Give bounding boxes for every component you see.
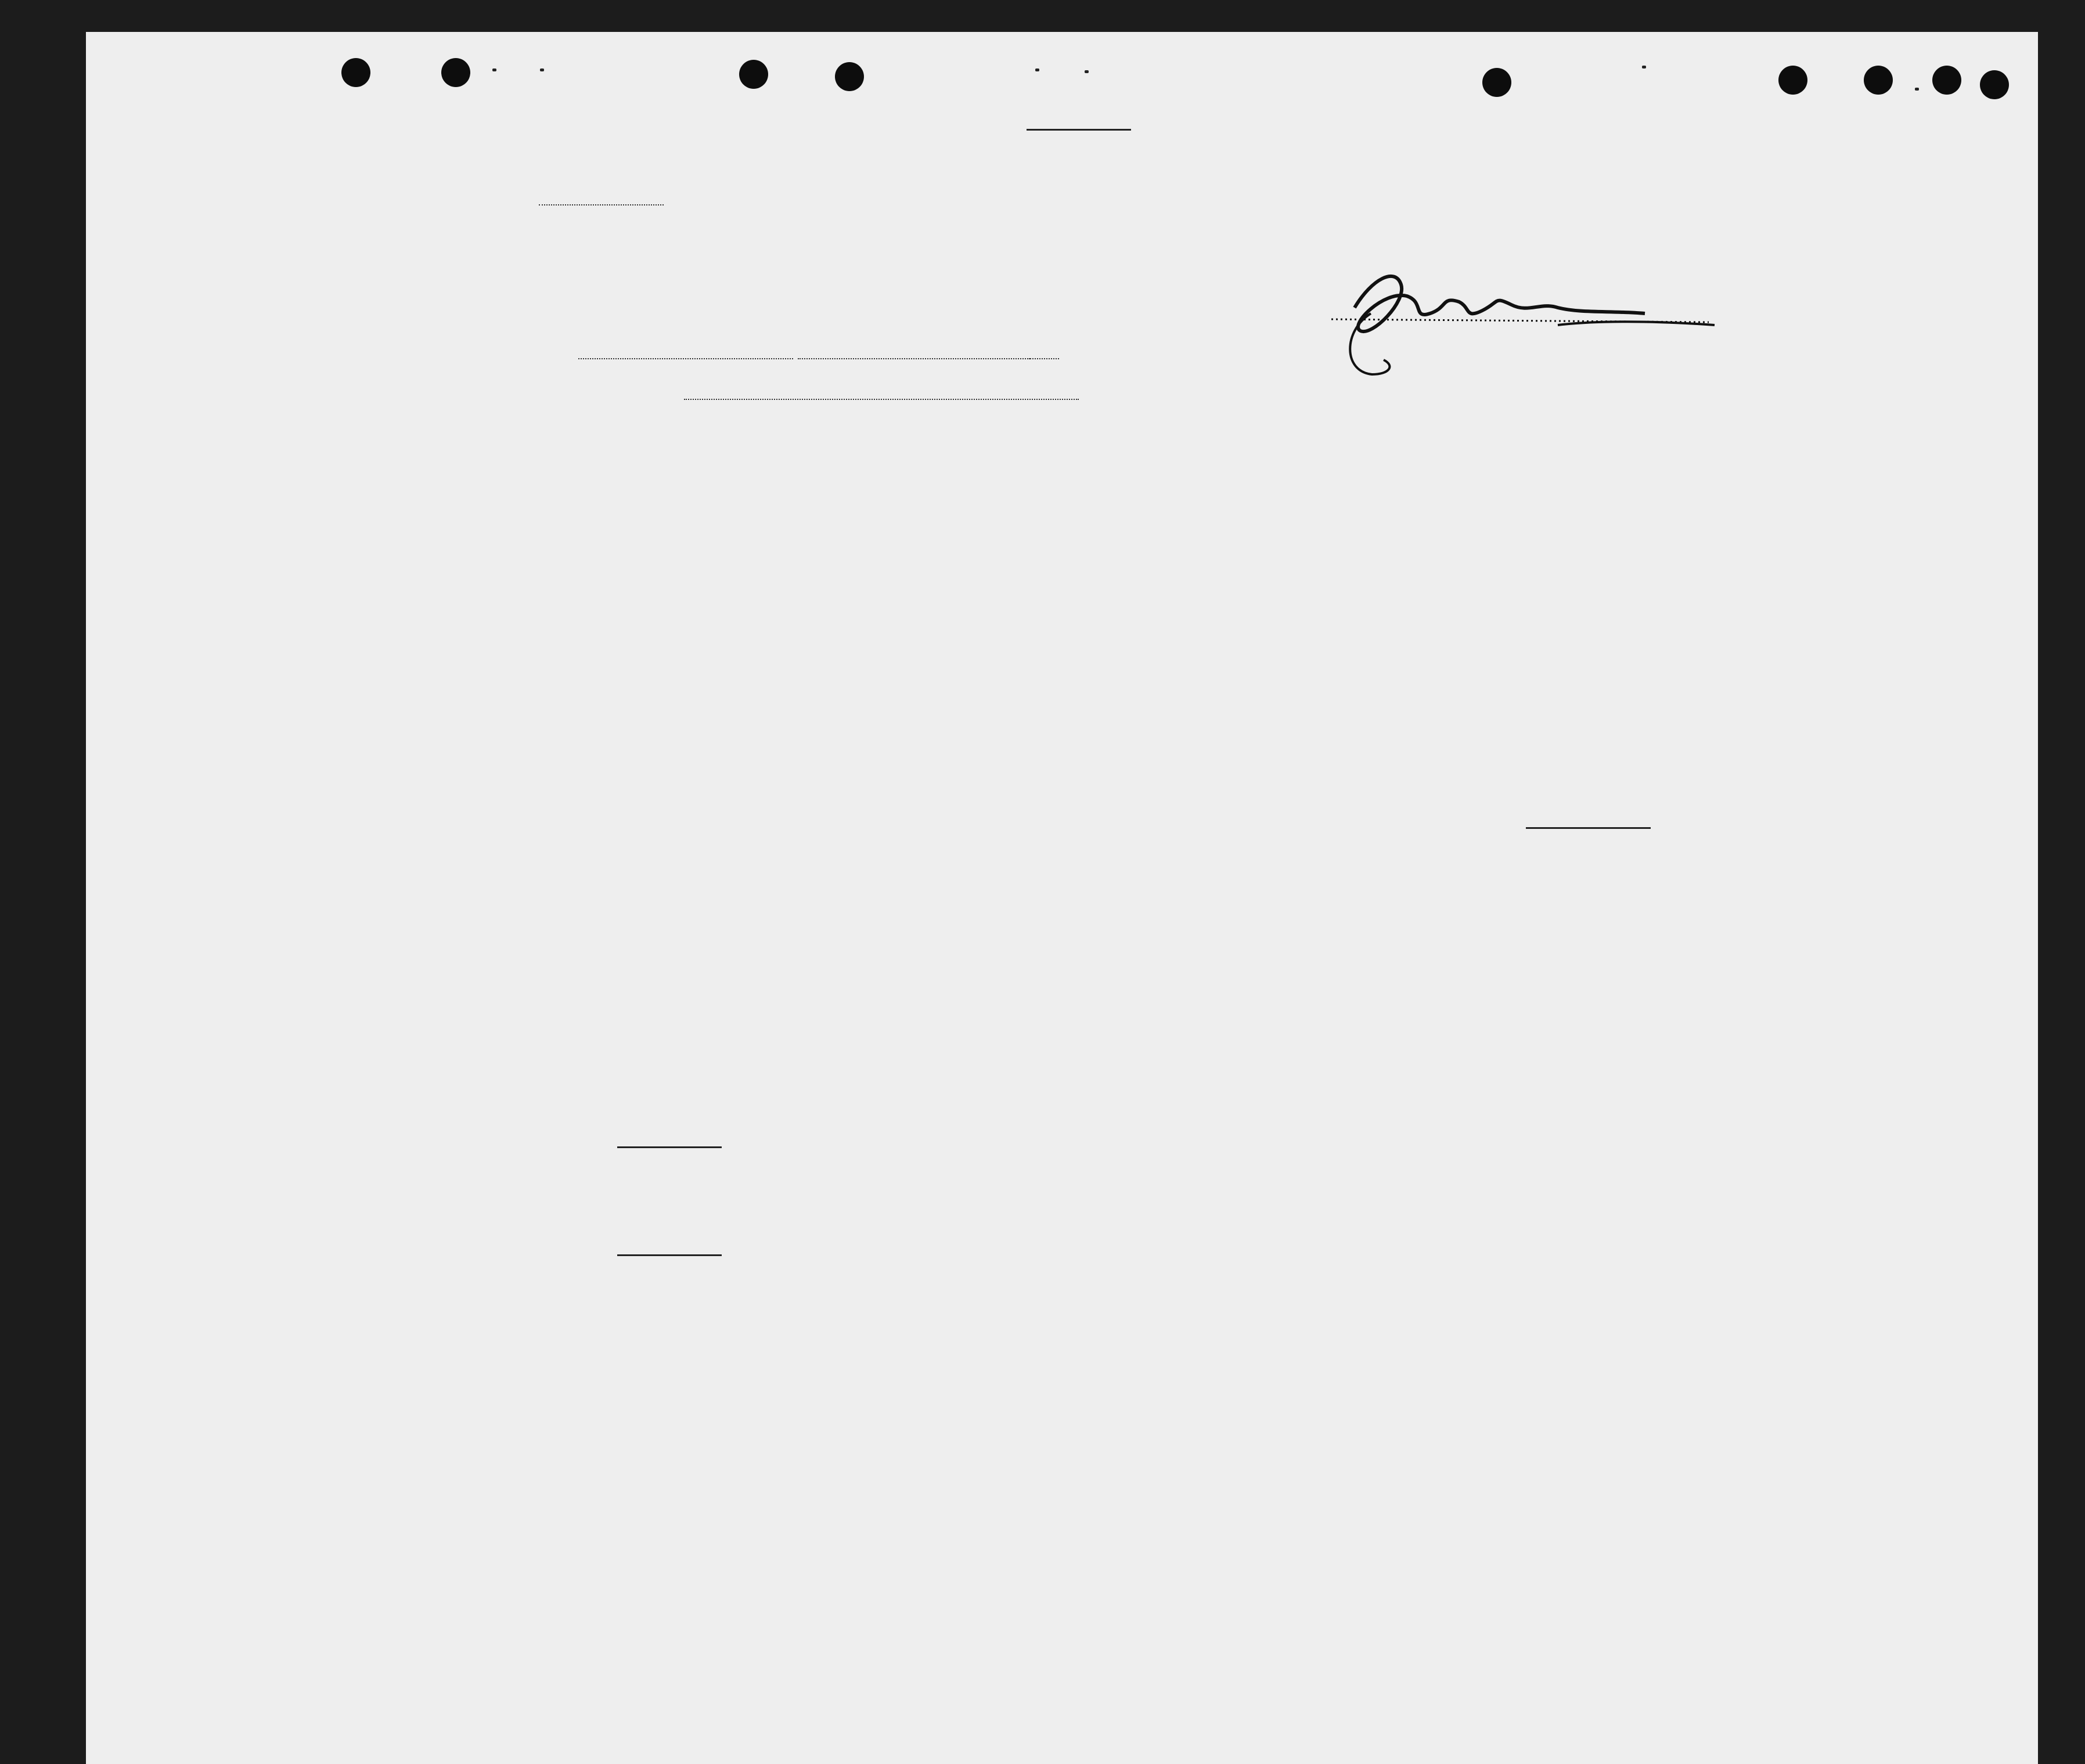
section-rule (617, 1146, 722, 1148)
speck (1085, 70, 1089, 73)
sworn-day-field (578, 344, 793, 359)
binder-hole (739, 60, 768, 89)
master-signature (1308, 255, 1749, 389)
binder-hole (441, 58, 470, 87)
speck (540, 68, 544, 71)
binder-hole (1932, 66, 1961, 95)
section-rule (617, 1254, 722, 1256)
races-title-rule (1526, 827, 1651, 829)
document-page (86, 32, 2038, 1764)
speck (1035, 68, 1039, 71)
binder-hole (1980, 70, 2009, 99)
binder-hole (835, 62, 864, 91)
affidavit-line-1 (539, 189, 664, 211)
binder-hole (1482, 68, 1511, 97)
inspector-signature-line (684, 385, 1079, 400)
binder-hole (1778, 66, 1807, 95)
dotted-fill (539, 190, 664, 205)
sworn-month-field (798, 344, 1030, 359)
speck (1915, 88, 1919, 91)
speck (1642, 66, 1646, 68)
binder-hole (1864, 66, 1893, 95)
sworn-line (578, 342, 1059, 364)
title-rule (1027, 129, 1131, 131)
speck (492, 68, 496, 71)
binder-hole (341, 58, 370, 87)
sworn-year-field (1030, 344, 1059, 359)
